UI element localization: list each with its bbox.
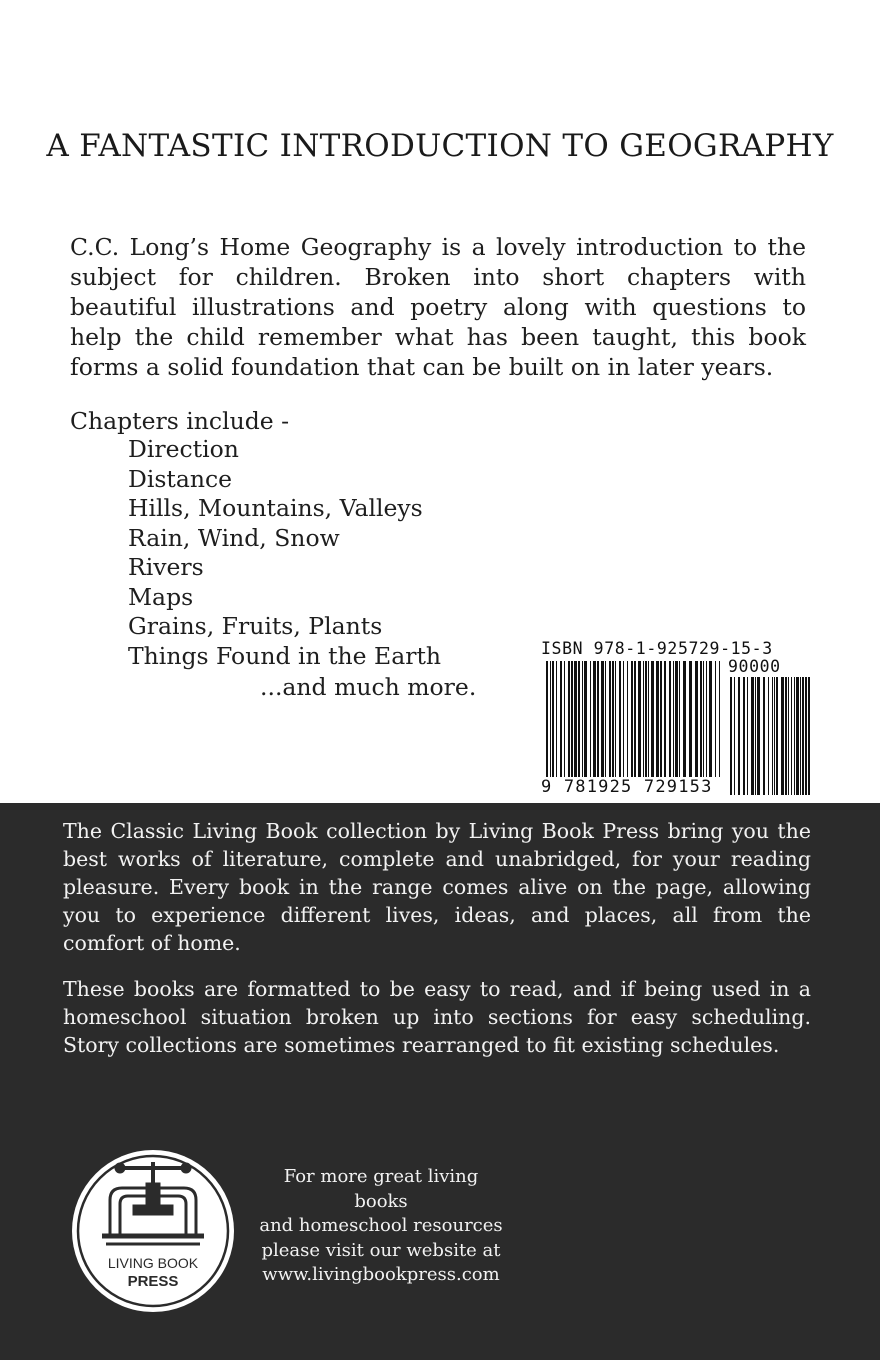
barcode-bar <box>612 661 614 777</box>
barcode-bar <box>631 661 633 777</box>
barcode-bar <box>552 661 554 777</box>
barcode-bar <box>546 661 548 777</box>
barcode-bar <box>808 677 810 795</box>
barcode-bar <box>623 661 624 777</box>
barcode-bar <box>796 677 799 795</box>
barcode-label <box>536 637 818 801</box>
barcode-bar <box>590 661 591 777</box>
barcode-bar <box>597 661 599 777</box>
barcode-bar <box>757 677 760 795</box>
barcode-bar <box>763 677 765 795</box>
chapter-item: Rain, Wind, Snow <box>128 523 340 552</box>
barcode-bar <box>645 661 647 777</box>
barcode-bar <box>556 661 557 777</box>
barcode-bar <box>550 661 551 777</box>
barcode-bar <box>805 677 807 795</box>
barcode-bar <box>664 661 666 777</box>
and-much-more-text: ...and much more. <box>260 673 477 701</box>
barcode-bar <box>730 677 732 795</box>
barcode-bar <box>800 677 801 795</box>
barcode-bar <box>560 661 562 777</box>
intro-paragraph: C.C. Long’s Home Geography is a lovely introduction to the subject for children. Broken into short chapters with beautiful illustrations and poetry along with questions to help the child remember what has been taught, this book forms a solid foundation that can be built on in later years. <box>70 233 806 381</box>
chapter-item: Grains, Fruits, Plants <box>128 612 383 640</box>
barcode-bar <box>584 661 587 777</box>
barcode-bar <box>656 661 659 777</box>
barcode-bar <box>578 661 580 777</box>
barcode-bar <box>564 661 565 777</box>
barcode-bar <box>601 661 604 777</box>
barcode-bar <box>785 677 787 795</box>
barcode-bar <box>619 661 621 777</box>
barcode-bar <box>683 661 686 777</box>
barcode-bar <box>660 661 662 777</box>
barcode-bar <box>747 677 748 795</box>
collection-band <box>0 803 880 1360</box>
promo-line: For more great living books <box>283 1166 479 1212</box>
barcode-bar <box>774 677 775 795</box>
barcode-bar <box>706 661 707 777</box>
page-title: A FANTASTIC INTRODUCTION TO GEOGRAPHY <box>46 128 834 164</box>
barcode-bar <box>651 661 654 777</box>
barcode-bar <box>574 661 577 777</box>
barcode-bar <box>643 661 644 777</box>
barcode-bar <box>695 661 698 777</box>
barcode-bar <box>605 661 606 777</box>
barcode-bar <box>772 677 773 795</box>
barcode-digits: 9 781925 729153 <box>541 777 713 797</box>
barcode-bar <box>715 661 716 777</box>
barcode-bar <box>615 661 616 777</box>
chapter-item: Distance <box>128 464 233 493</box>
barcode-bar <box>609 661 611 777</box>
chapter-item: Direction <box>128 435 239 463</box>
website-link[interactable]: www.livingbookpress.com <box>262 1264 500 1285</box>
barcode-bar <box>738 677 740 795</box>
logo-text-line2: PRESS <box>127 1273 179 1290</box>
promo-line: please visit our website at <box>261 1239 501 1261</box>
barcode-bar <box>791 677 792 795</box>
barcode-bar <box>802 677 804 795</box>
logo-text-line1: LIVING BOOK <box>107 1255 199 1271</box>
barcode-bar <box>719 661 720 777</box>
website-promo <box>255 1165 507 1288</box>
barcode-bar <box>679 661 680 777</box>
chapter-item: Maps <box>128 582 194 611</box>
living-book-press-logo <box>70 1148 236 1314</box>
chapter-item: Rivers <box>128 553 204 581</box>
barcode-bar <box>776 677 778 795</box>
barcode-bar <box>751 677 754 795</box>
barcode-bar <box>709 661 712 777</box>
barcode-bar <box>755 677 756 795</box>
barcode-bar <box>768 677 769 795</box>
barcode-bar <box>593 661 596 777</box>
collection-paragraph-2: These books are formatted to be easy to read, and if being used in a homeschool situation broken up into sections for easy scheduling. Story collections are sometimes rearranged to fit existing schedules. <box>63 977 811 1057</box>
barcode-bar <box>781 677 784 795</box>
isbn-text: ISBN 978-1-925729-15-3 <box>541 639 773 658</box>
barcode-bar <box>689 661 692 777</box>
barcode-bar <box>673 661 674 777</box>
barcode-bar <box>669 661 671 777</box>
barcode-bar <box>568 661 570 777</box>
barcode-bar <box>703 661 704 777</box>
barcode-bar <box>582 661 583 777</box>
barcode-bar <box>734 677 735 795</box>
barcode-bar <box>627 661 628 777</box>
barcode-bar <box>743 677 745 795</box>
promo-line: and homeschool resources <box>259 1215 503 1236</box>
barcode-bar <box>788 677 789 795</box>
barcode-bar <box>634 661 636 777</box>
chapter-item: Things Found in the Earth <box>128 641 442 670</box>
barcode-bar <box>638 661 641 777</box>
barcode-bar <box>700 661 702 777</box>
barcode-bar <box>675 661 678 777</box>
barcode-bar <box>648 661 649 777</box>
price-code: 90000 <box>728 657 781 676</box>
chapter-item: Hills, Mountains, Valleys <box>128 494 423 522</box>
chapter-list <box>128 435 441 671</box>
barcode-bar <box>794 677 795 795</box>
barcode-bar <box>571 661 573 777</box>
chapters-label: Chapters include - <box>70 407 290 435</box>
collection-paragraph-1: The Classic Living Book collection by Living Book Press bring you the best works of literature, complete and unabridged, for your reading pleasure. Every book in the range comes alive on the page, allowing you to experience different lives, ideas, and places, all from the comfort of home. <box>63 819 811 955</box>
